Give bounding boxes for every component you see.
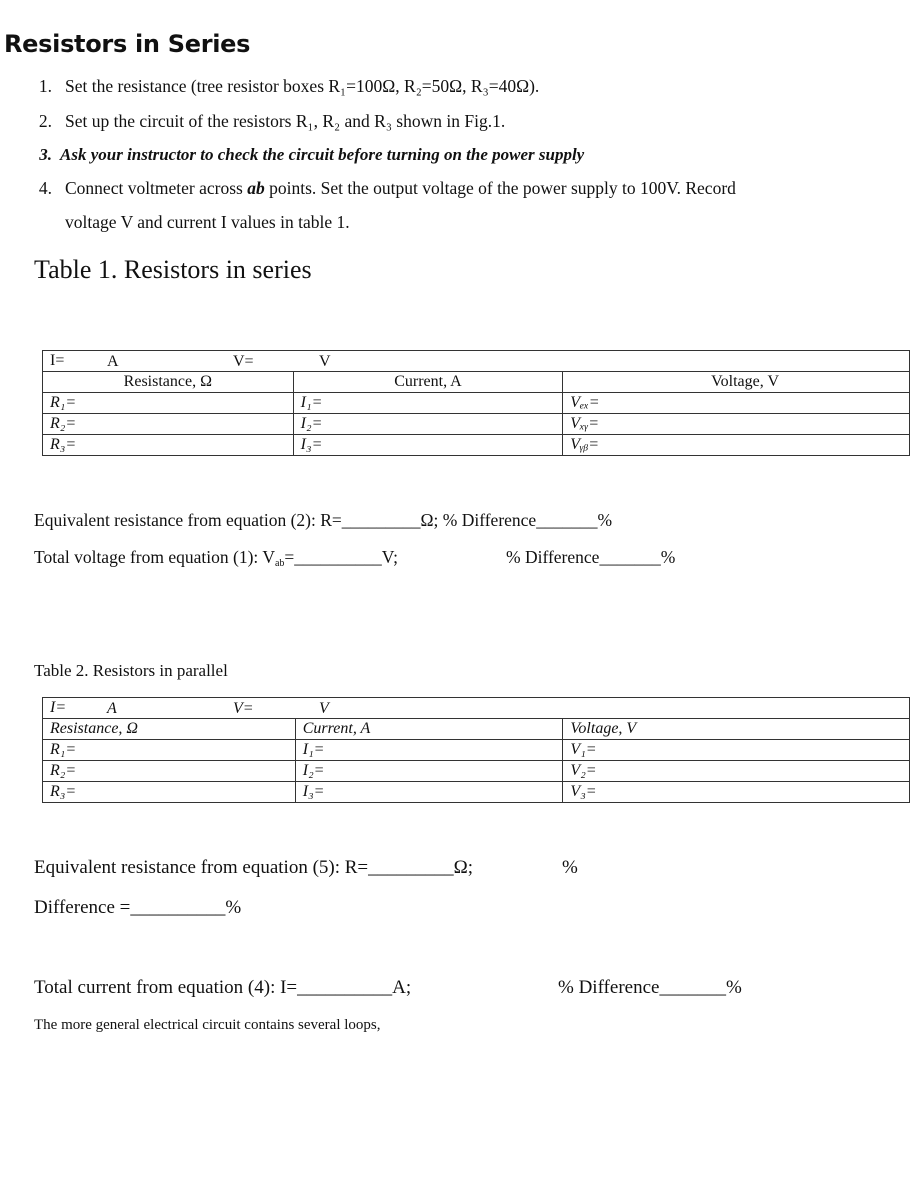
cell-current[interactable]: I₃= [295, 782, 563, 803]
table2-top-row [43, 698, 910, 719]
cell-current[interactable]: I₁= [293, 393, 563, 414]
step-number: 2. [38, 111, 52, 131]
header-current: Current, A [295, 719, 563, 740]
current-unit: A [107, 353, 119, 370]
total-voltage-subscript: ab [274, 558, 285, 569]
table1 [42, 350, 910, 456]
page-title: Resistors in Series [4, 30, 251, 58]
voltage-label: V= [233, 700, 254, 717]
cell-current[interactable]: I₂= [293, 414, 563, 435]
step-4-continued: voltage V and current I values in table 1. [65, 212, 350, 232]
step-text: Set the resistance (tree resistor boxes R₁=100Ω, R₂=50Ω, R₃=40Ω). [65, 76, 540, 96]
equivalent-resistance-line: Equivalent resistance from equation (2): R=_________Ω; % Difference_______% [34, 510, 613, 530]
cell-voltage[interactable]: Vₓᵧ= [563, 414, 910, 435]
step-text: Ask your instructor to check the circuit before turning on the power supply [60, 145, 585, 164]
header-voltage: Voltage, V [563, 372, 910, 393]
cell-resistance[interactable]: R₁= [43, 393, 294, 414]
table-row [43, 393, 910, 414]
current-label: I= [50, 352, 65, 369]
header-resistance: Resistance, Ω [43, 372, 294, 393]
step-number: 1. [38, 76, 52, 96]
cell-resistance[interactable]: R₂= [43, 414, 294, 435]
cell-current[interactable]: I₂= [295, 761, 563, 782]
current-label: I= [50, 699, 67, 716]
table1-title: Table 1. Resistors in series [34, 255, 312, 284]
current-unit: A [107, 700, 117, 717]
cell-resistance[interactable]: R₃= [43, 435, 294, 456]
total-voltage-blank: =__________V; [284, 547, 398, 567]
table-row [43, 414, 910, 435]
step-number: 4. [38, 178, 52, 198]
table-row [43, 435, 910, 456]
cell-current[interactable]: I₃= [293, 435, 563, 456]
cell-resistance[interactable]: R₃= [43, 782, 296, 803]
step-text: Connect voltmeter across [65, 178, 248, 198]
step-number: 3. [39, 145, 52, 164]
parallel-difference-line: Difference =__________% [34, 897, 242, 918]
cell-voltage[interactable]: V₃= [563, 782, 910, 803]
voltage-label: V= [233, 353, 254, 370]
table-row [43, 761, 910, 782]
cell-resistance[interactable]: R₁= [43, 740, 296, 761]
cell-voltage[interactable]: V₁= [563, 740, 910, 761]
voltage-difference: % Difference_______% [506, 547, 676, 567]
table1-header-row [43, 372, 910, 393]
current-difference: % Difference_______% [558, 977, 742, 998]
table-row [43, 782, 910, 803]
cell-resistance[interactable]: R₂= [43, 761, 296, 782]
parallel-equivalent-resistance-line: Equivalent resistance from equation (5): R=_________Ω; [34, 857, 474, 878]
cell-voltage[interactable]: Vᵧᵦ= [563, 435, 910, 456]
total-current-line: Total current from equation (4): I=__________A; [34, 977, 412, 998]
table-row [43, 740, 910, 761]
table2-title: Table 2. Resistors in parallel [34, 661, 228, 680]
header-resistance: Resistance, Ω [43, 719, 296, 740]
step-text: Set up the circuit of the resistors R₁, R₂ and R₃ shown in Fig.1. [65, 111, 506, 131]
cell-voltage[interactable]: V₂= [563, 761, 910, 782]
total-voltage-text: Total voltage from equation (1): V [34, 547, 275, 567]
table2 [42, 697, 910, 803]
header-current: Current, A [293, 372, 563, 393]
parallel-percent: % [562, 857, 578, 878]
cell-current[interactable]: I₁= [295, 740, 563, 761]
header-voltage: Voltage, V [563, 719, 910, 740]
step-emphasis: ab [247, 178, 265, 198]
step-text: points. Set the output voltage of the power supply to 100V. Record [264, 178, 736, 198]
voltage-unit: V [319, 353, 331, 370]
footer-text: The more general electrical circuit contains several loops, [34, 1017, 381, 1033]
total-voltage-line [34, 547, 398, 568]
table2-header-row [43, 719, 910, 740]
voltage-unit: V [319, 700, 329, 717]
table1-top-row [43, 351, 910, 372]
cell-voltage[interactable]: Vₑₓ= [563, 393, 910, 414]
